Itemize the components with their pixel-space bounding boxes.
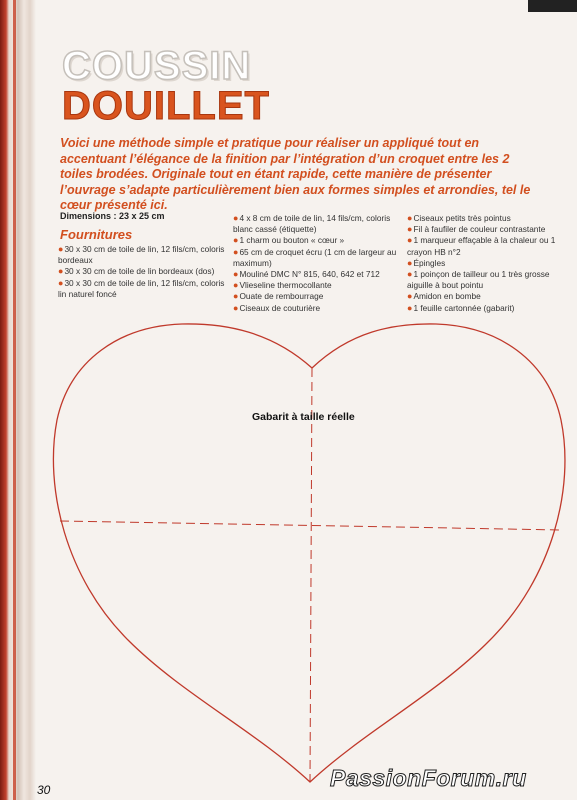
bullet-icon: ● xyxy=(233,302,239,313)
bullet-icon: ● xyxy=(407,235,413,246)
heart-outline xyxy=(53,324,565,782)
bullet-icon: ● xyxy=(407,224,413,235)
watermark: PassionForum.ru xyxy=(330,765,527,791)
bullet-icon: ● xyxy=(407,257,413,268)
material-item: ●1 marqueur effaçable à la chaleur ou 1 crayon HB n°2 xyxy=(407,235,556,257)
material-item: ●30 x 30 cm de toile de lin, 12 fils/cm, coloris lin naturel foncé xyxy=(58,277,225,299)
material-item: ●1 feuille cartonnée (gabarit) xyxy=(407,302,515,313)
material-item: ●30 x 30 cm de toile de lin bordeaux (dos) xyxy=(58,266,215,277)
bullet-icon: ● xyxy=(407,291,413,302)
bullet-icon: ● xyxy=(233,246,239,257)
material-item: ●Ouate de rembourrage xyxy=(233,291,324,302)
material-item: ●Fil à faufiler de couleur contrastante xyxy=(407,224,546,235)
bullet-icon: ● xyxy=(58,266,64,277)
material-item: ●65 cm de croquet écru (1 cm de largeur au maximum) xyxy=(233,246,397,268)
bullet-icon: ● xyxy=(58,277,64,288)
intro-paragraph: Voici une méthode simple et pratique pour réaliser un appliqué tout en accentuant l’élégance de la finition par l’intégration d’un croquet entre les 2 toiles brodées. Originale tout en étant rapide, cette manière de présenter l’ouvrage s’adapte particulièrement bien aux formes simples et arrondies, tel le cœur présenté ici. xyxy=(60,136,531,212)
bullet-icon: ● xyxy=(58,244,64,254)
bullet-icon: ● xyxy=(407,213,413,223)
dimensions-label: Dimensions : 23 x 25 cm xyxy=(60,211,165,221)
fournitures-heading: Fournitures xyxy=(60,227,133,242)
bullet-icon: ● xyxy=(233,269,239,280)
bullet-icon: ● xyxy=(407,269,413,280)
material-item: ●1 poinçon de tailleur ou 1 très grosse aiguille à bout pointu xyxy=(407,269,550,291)
page-number: 30 xyxy=(37,783,51,797)
material-item: ●Vlieseline thermocollante xyxy=(233,280,332,291)
template-label: Gabarit à taille réelle xyxy=(252,411,355,423)
bullet-icon: ● xyxy=(407,302,413,313)
bullet-icon: ● xyxy=(233,235,239,246)
title-line-1: COUSSIN xyxy=(62,44,252,88)
material-item: ●Ciseaux de couturière xyxy=(233,302,321,313)
material-item: ●Mouliné DMC N° 815, 640, 642 et 712 xyxy=(233,269,380,280)
bullet-icon: ● xyxy=(233,291,239,302)
material-item: ●Épingles xyxy=(407,257,446,268)
material-item: ●4 x 8 cm de toile de lin, 14 fils/cm, coloris blanc cassé (étiquette) xyxy=(233,213,391,235)
material-item: ●Ciseaux petits très pointus xyxy=(407,213,511,223)
material-item: ●30 x 30 cm de toile de lin, 12 fils/cm, coloris bordeaux xyxy=(58,244,225,266)
material-item: ●1 charm ou bouton « cœur » xyxy=(233,235,345,246)
bullet-icon: ● xyxy=(233,213,239,223)
title-line-2: DOUILLET xyxy=(62,84,270,128)
material-item: ●Amidon en bombe xyxy=(407,291,481,302)
bullet-icon: ● xyxy=(233,280,239,291)
vertical-dashed-guide xyxy=(310,368,312,782)
